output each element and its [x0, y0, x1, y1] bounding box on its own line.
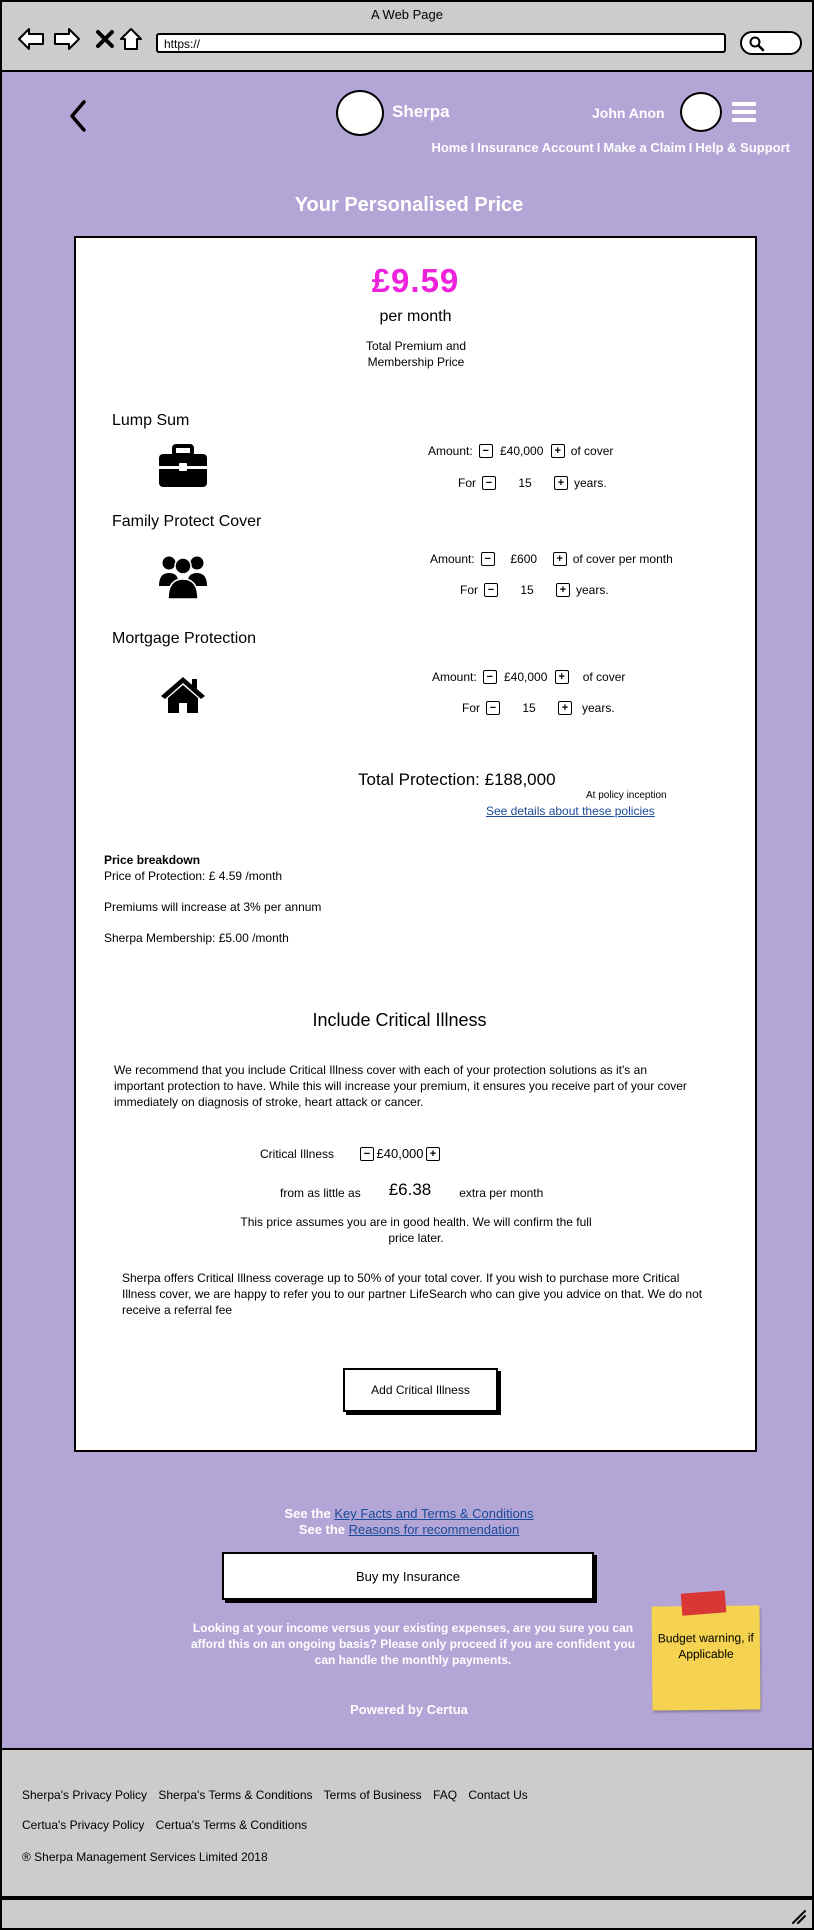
- mortgage-years-row: [462, 701, 615, 715]
- critical-illness-recommendation: We recommend that you include Critical Illness cover with each of your protection solutions as it's an important protection to have. While this will increase your premium, it ensures you receive part of your cover immediately on diagnosis of stroke, heart attack or cancer.: [114, 1063, 687, 1109]
- browser-status-bar: [0, 1898, 814, 1930]
- partner-referral-text: Sherpa offers Critical Illness coverage up to 50% of your total cover. If you wish to purchase more Critical Illness cover, we are happy to refer you to our partner LifeSearch who can give you advice on that. We do not receive a referral fee: [122, 1271, 703, 1317]
- key-facts-link[interactable]: Key Facts and Terms & Conditions: [334, 1506, 534, 1521]
- years-suffix: years.: [574, 476, 607, 490]
- tape: [681, 1590, 727, 1615]
- lump-sum-amount-decrease-button[interactable]: −: [479, 444, 493, 458]
- avatar[interactable]: [680, 92, 722, 132]
- logo[interactable]: [336, 90, 384, 136]
- cover-title-mortgage-protection: Mortgage Protection: [112, 630, 257, 647]
- see-the-text: See the: [284, 1506, 331, 1521]
- footer-link-faq[interactable]: FAQ: [433, 1788, 458, 1802]
- nav-link-help-support[interactable]: Help & Support: [695, 140, 790, 155]
- page-content: [0, 72, 814, 1748]
- footer-link-sherpa-terms[interactable]: Sherpa's Terms & Conditions: [158, 1788, 313, 1802]
- for-label: For: [458, 476, 476, 490]
- price-card: [74, 236, 757, 1452]
- years-suffix: years.: [576, 583, 609, 597]
- affordability-warning: Looking at your income versus your existing expenses, are you sure you can afford this on an ongoing basis? Please only proceed if you are confident you can handle the monthly payments.: [190, 1621, 636, 1667]
- see-the-text: See the: [298, 1522, 346, 1537]
- critical-illness-title: Include Critical Illness: [312, 1010, 487, 1030]
- total-protection: Total Protection: £188,000: [358, 770, 556, 789]
- top-nav: [431, 140, 790, 155]
- inception-note: At policy inception: [586, 790, 667, 801]
- family-amount-decrease-button[interactable]: −: [481, 552, 495, 566]
- cover-title-lump-sum: Lump Sum: [112, 412, 190, 429]
- amount-suffix: of cover per month: [572, 552, 673, 566]
- nav-separator: I: [688, 140, 693, 155]
- forward-arrow-icon[interactable]: [52, 24, 82, 54]
- amount-label: Amount:: [428, 444, 473, 458]
- page-title: Your Personalised Price: [294, 194, 524, 216]
- family-amount-row: [430, 552, 673, 566]
- family-years-value: 15: [520, 583, 534, 597]
- lump-sum-amount-increase-button[interactable]: +: [551, 444, 565, 458]
- brand-name: Sherpa: [392, 102, 450, 121]
- home-icon[interactable]: [116, 24, 146, 54]
- policy-details-link[interactable]: See details about these policies: [486, 804, 655, 818]
- buy-insurance-button[interactable]: Buy my Insurance: [222, 1552, 594, 1600]
- family-years-increase-button[interactable]: +: [556, 583, 570, 597]
- critical-illness-label: Critical Illness: [260, 1146, 335, 1161]
- footer-links-sherpa: [22, 1788, 536, 1802]
- price-breakdown: [104, 852, 321, 961]
- price-description: Total Premium and Membership Price: [365, 339, 467, 369]
- nav-separator: I: [470, 140, 475, 155]
- window-title: A Web Page: [370, 7, 444, 22]
- price-period: per month: [379, 308, 452, 325]
- mortgage-amount-value: £40,000: [504, 670, 548, 684]
- family-icon: [158, 552, 208, 600]
- lump-sum-years-value: 15: [518, 476, 532, 490]
- amount-label: Amount:: [432, 670, 477, 684]
- amount-label: Amount:: [430, 552, 475, 566]
- cover-title-family-protect: Family Protect Cover: [112, 513, 262, 530]
- lump-sum-years-row: [458, 476, 607, 490]
- for-label: For: [460, 583, 478, 597]
- briefcase-icon: [158, 444, 208, 488]
- critical-illness-amount-row: [260, 1146, 440, 1161]
- footer-link-certua-terms[interactable]: Certua's Terms & Conditions: [155, 1818, 308, 1832]
- footer-link-sherpa-privacy[interactable]: Sherpa's Privacy Policy: [22, 1788, 148, 1802]
- monthly-price: £9.59: [371, 262, 460, 299]
- resize-handle-icon[interactable]: [790, 1908, 806, 1924]
- search-icon: [749, 36, 765, 52]
- document-links: [2, 1506, 814, 1538]
- nav-link-insurance-account[interactable]: Insurance Account: [477, 140, 594, 155]
- years-suffix: years.: [582, 701, 615, 715]
- membership-price: Sherpa Membership: £5.00 /month: [104, 931, 289, 945]
- copyright: ® Sherpa Management Services Limited 2018: [22, 1850, 268, 1864]
- mortgage-years-increase-button[interactable]: +: [558, 701, 572, 715]
- mortgage-years-value: 15: [522, 701, 536, 715]
- protection-price: Price of Protection: £ 4.59 /month: [104, 869, 283, 883]
- reasons-link[interactable]: Reasons for recommendation: [348, 1522, 520, 1537]
- amount-suffix: of cover: [582, 670, 626, 684]
- house-icon: [160, 676, 206, 714]
- browser-chrome: [0, 0, 814, 72]
- lump-sum-years-increase-button[interactable]: +: [554, 476, 568, 490]
- premium-increase: Premiums will increase at 3% per annum: [104, 900, 322, 914]
- mortgage-years-decrease-button[interactable]: −: [486, 701, 500, 715]
- for-label: For: [462, 701, 480, 715]
- powered-by: Powered by Certua: [350, 1702, 468, 1717]
- add-critical-illness-button[interactable]: Add Critical Illness: [343, 1368, 498, 1412]
- critical-illness-increase-button[interactable]: +: [426, 1147, 440, 1161]
- back-arrow-icon[interactable]: [16, 24, 46, 54]
- nav-link-make-a-claim[interactable]: Make a Claim: [603, 140, 686, 155]
- mortgage-amount-decrease-button[interactable]: −: [483, 670, 497, 684]
- nav-separator: I: [596, 140, 601, 155]
- extra-text: extra per month: [459, 1186, 544, 1200]
- nav-link-home[interactable]: Home: [431, 140, 468, 155]
- footer-link-terms-of-business[interactable]: Terms of Business: [323, 1788, 422, 1802]
- family-amount-increase-button[interactable]: +: [553, 552, 567, 566]
- lump-sum-years-decrease-button[interactable]: −: [482, 476, 496, 490]
- sticky-note: [652, 1606, 761, 1711]
- footer: [0, 1748, 814, 1898]
- user-name: John Anon: [592, 105, 665, 121]
- breakdown-heading: Price breakdown: [104, 853, 201, 867]
- lump-sum-amount-value: £40,000: [500, 444, 544, 458]
- critical-illness-amount: £40,000: [376, 1146, 424, 1161]
- critical-illness-price: £6.38: [388, 1180, 432, 1199]
- browser-search-field[interactable]: [740, 31, 802, 55]
- family-amount-value: £600: [510, 552, 538, 566]
- health-assumption: This price assumes you are in good health. We will confirm the full price later.: [240, 1215, 592, 1245]
- hamburger-menu-icon[interactable]: [732, 102, 756, 122]
- footer-link-certua-privacy[interactable]: Certua's Privacy Policy: [22, 1818, 145, 1832]
- mortgage-amount-row: [432, 670, 625, 684]
- family-years-decrease-button[interactable]: −: [484, 583, 498, 597]
- from-text: from as little as: [280, 1186, 361, 1200]
- lump-sum-amount-row: [428, 444, 613, 458]
- sticky-note-text: Budget warning, if Applicable: [657, 1630, 754, 1662]
- footer-links-certua: [22, 1818, 315, 1832]
- family-years-row: [460, 583, 609, 597]
- footer-link-contact-us[interactable]: Contact Us: [468, 1788, 528, 1802]
- address-bar[interactable]: https://: [156, 33, 726, 53]
- mortgage-amount-increase-button[interactable]: +: [555, 670, 569, 684]
- amount-suffix: of cover: [570, 444, 614, 458]
- back-chevron-icon[interactable]: [64, 98, 94, 134]
- critical-illness-price-row: [280, 1182, 543, 1202]
- critical-illness-decrease-button[interactable]: −: [360, 1147, 374, 1161]
